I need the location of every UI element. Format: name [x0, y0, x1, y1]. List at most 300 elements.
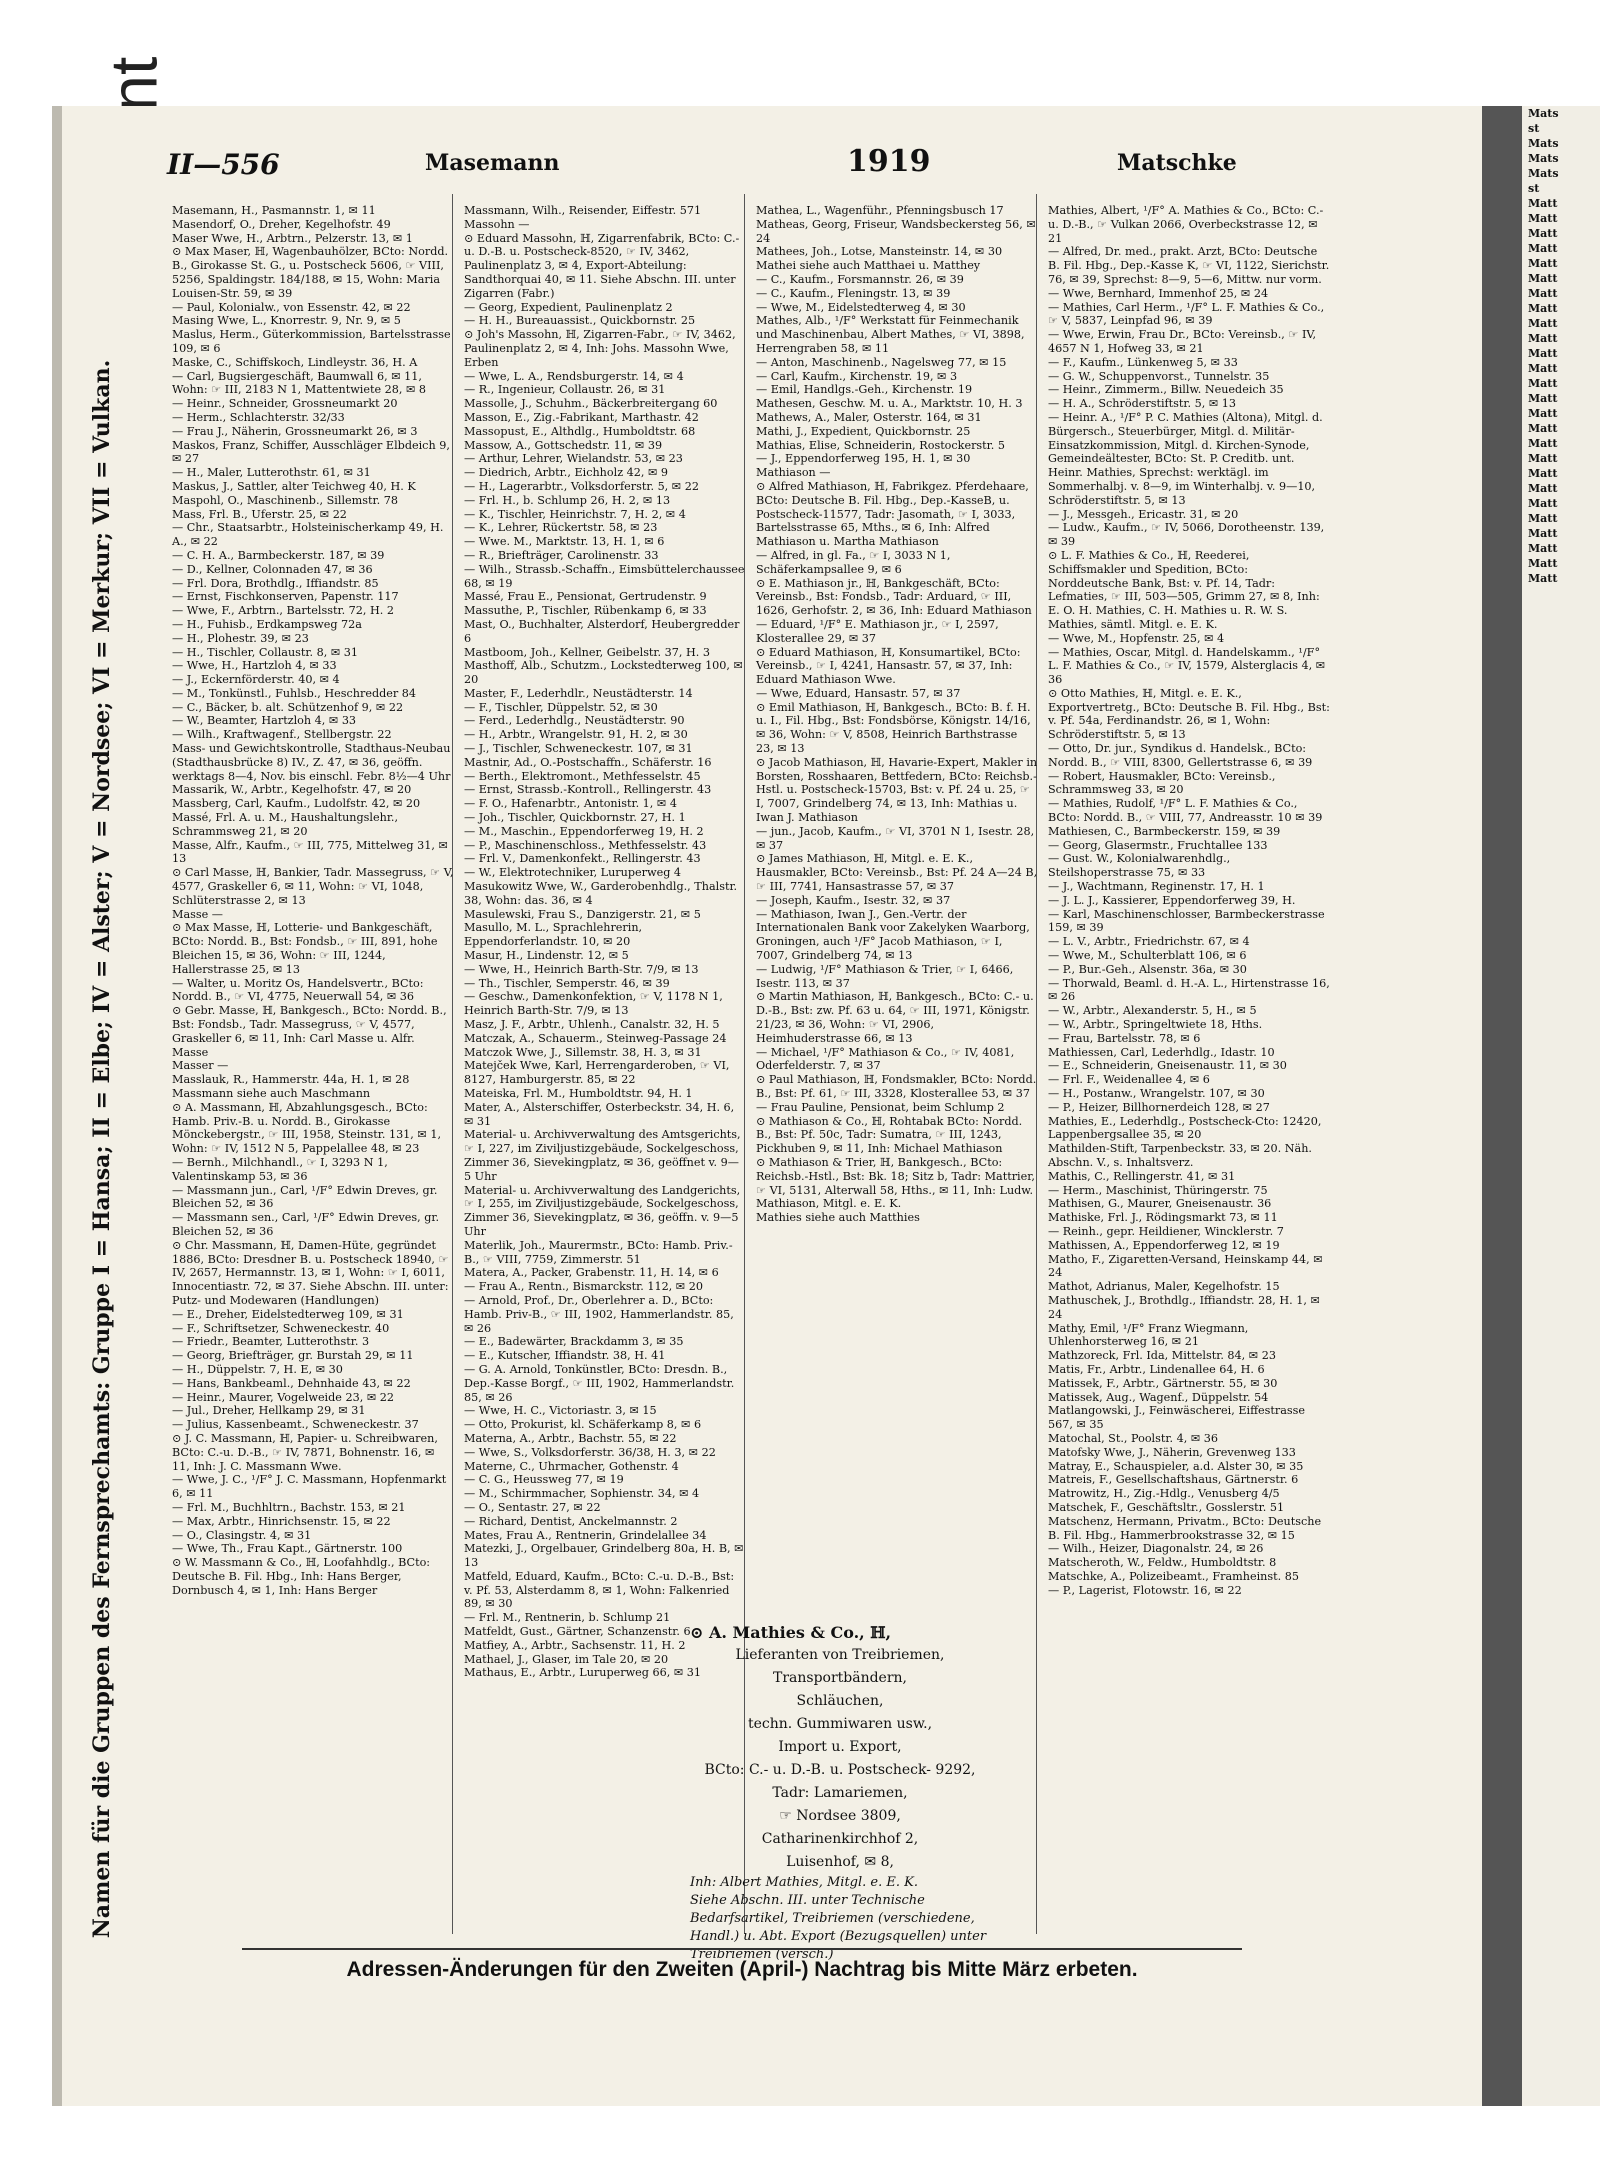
directory-entry: Mathi, J., Expedient, Quickbornstr. 25 — [756, 424, 971, 438]
directory-entry: ⊙ Joh's Massohn, ℍ, Zigarren-Fabr., ☞ IV, 3462, Paulinenplatz 2, ✉ 4, Inh: Johs. Massohn Wwe, Erben — [464, 328, 736, 369]
directory-entry: Maspohl, O., Maschinenb., Sillemstr. 78 — [172, 493, 398, 507]
directory-entry: — Ludwig, ¹/F° Mathiason & Trier, ☞ I, 6466, Isestr. 113, ✉ 37 — [756, 962, 1014, 990]
directory-entry: — H. H., Bureauassist., Quickbornstr. 25 — [464, 314, 696, 328]
directory-entry: — Wwe, S., Volksdorferstr. 36/38, H. 3, ✉ 22 — [464, 1445, 716, 1459]
directory-entry: — Arnold, Prof., Dr., Oberlehrer a. D., BCto: Hamb. Priv-B., ☞ III, 1902, Hammerlandstr. 85, ✉ 26 — [464, 1293, 734, 1335]
directory-entry: Matheas, Georg, Friseur, Wandsbeckersteg 56, ✉ 24 — [756, 217, 1036, 245]
directory-entry: — Chr., Staatsarbtr., Holsteinischerkamp 49, H. A., ✉ 22 — [172, 521, 444, 549]
directory-entry: — W., Arbtr., Springeltwiete 18, Hths. — [1048, 1018, 1263, 1032]
directory-entry: — Mathies, Oscar, Mitgl. d. Handelskamm., ¹/F° L. F. Mathies & Co., ☞ IV, 1579, Alsterglacis 4, ✉ 36 — [1048, 645, 1326, 687]
directory-entry: Massmann siehe auch Maschmann — [172, 1087, 371, 1100]
ad-line: Schläuchen, — [796, 1693, 884, 1709]
directory-entry: — L. V., Arbtr., Friedrichstr. 67, ✉ 4 — [1048, 935, 1250, 949]
directory-entry: Matt — [1528, 542, 1558, 555]
directory-entry: — H., Postanw., Wrangelstr. 107, ✉ 30 — [1048, 1087, 1265, 1100]
directory-entry: Masullo, M. L., Sprachlehrerin, Eppendorferlandstr. 10, ✉ 20 — [464, 921, 643, 949]
directory-entry: — Frl. Dora, Brothdlg., Iffiandstr. 85 — [172, 576, 379, 590]
directory-entry: Mathiason — — [756, 466, 831, 480]
directory-entry: — W., Elektrotechniker, Luruperweg 4 — [464, 866, 682, 880]
directory-entry: — C., Bäcker, b. alt. Schützenhof 9, ✉ 22 — [172, 700, 404, 714]
directory-entry: — Ferd., Lederhdlg., Neustädterstr. 90 — [464, 714, 685, 728]
directory-entry: — Th., Tischler, Semperstr. 46, ✉ 39 — [464, 976, 670, 990]
directory-entry: Mathies, E., Lederhdlg., Postscheck-Cto: 12420, Lappenbergsallee 35, ✉ 20 — [1048, 1114, 1322, 1142]
first-word: Masemann — [425, 150, 560, 176]
directory-entry: — Richard, Dentist, Anckelmannstr. 2 — [464, 1514, 678, 1528]
directory-entry: Mathiesen, C., Barmbeckerstr. 159, ✉ 39 — [1048, 824, 1281, 838]
ad-note: Siehe Abschn. III. unter Technische Bedarfsartikel, Treibriemen (verschiedene, Handl.) u. Abt. Export (Bezugsquellen) unter Treibriemen (versch.) — [690, 1893, 987, 1962]
directory-entry: ⊙ Mathiason & Co., ℍ, Rohtabak BCto: Nordd. B., Bst: Pf. 50c, Tadr: Sumatra, ☞ III, 1243, Pickhuben 9, ✉ 11, Inh: Michael Mathiason — [756, 1114, 1023, 1156]
directory-entry: — J., Eckernförderstr. 40, ✉ 4 — [172, 673, 340, 687]
directory-entry: — Wwe, H., Hartzloh 4, ✉ 33 — [172, 659, 337, 673]
directory-entry: Matofsky Wwe, J., Näherin, Grevenweg 133 — [1048, 1445, 1296, 1459]
ad-line: Luisenhof, ✉ 8, — [786, 1854, 894, 1870]
directory-entry: Material- u. Archivverwaltung des Amtsgerichts, ☞ I, 227, im Ziviljustizgebäude, Sockelgeschoss, Zimmer 36, Sievekingplatz, ✉ 36, geöffnet v. 9—5 Uhr — [464, 1128, 741, 1183]
directory-entry: — Frau A., Rentn., Bismarckstr. 112, ✉ 20 — [464, 1280, 703, 1294]
directory-entry: — Wwe, Th., Frau Kapt., Gärtnerstr. 100 — [172, 1542, 403, 1556]
directory-entry: — F., Schriftsetzer, Schweneckestr. 40 — [172, 1321, 390, 1335]
directory-entry: — R., Ingenieur, Collaustr. 26, ✉ 31 — [464, 383, 666, 397]
directory-entry: — Ludw., Kaufm., ☞ IV, 5066, Dorotheenstr. 139, ✉ 39 — [1048, 521, 1325, 549]
column-3 — [756, 204, 1038, 1225]
ad-line: ☞ Nordsee 3809, — [779, 1808, 901, 1824]
directory-entry: — Gust. W., Kolonialwarenhdlg., Steilshoperstrasse 75, ✉ 33 — [1048, 852, 1231, 880]
directory-entry: Mathis, C., Rellingerstr. 41, ✉ 31 — [1048, 1169, 1236, 1183]
directory-entry: ⊙ Martin Mathiason, ℍ, Bankgesch., BCto: C.- u. D.-B., Bst: zw. Pf. 63 u. 64, ☞ III, 1971, Königstr. 21/23, ✉ 36, Wohn: ☞ VI, 2906, Heimhuderstrasse 66, ✉ 13 — [756, 990, 1034, 1045]
directory-entry: Mathael, J., Glaser, im Tale 20, ✉ 20 — [464, 1652, 669, 1666]
ad-owner: Inh: Albert Mathies, Mitgl. e. E. K. — [690, 1875, 918, 1890]
directory-entry: — F., Kaufm., Lünkenweg 5, ✉ 33 — [1048, 355, 1238, 369]
directory-entry: Mathews, A., Maler, Osterstr. 164, ✉ 31 — [756, 410, 982, 424]
directory-entry: — E., Badewärter, Brackdamm 3, ✉ 35 — [464, 1335, 684, 1349]
directory-entry: — Wwe, F., Arbtrn., Bartelsstr. 72, H. 2 — [172, 604, 395, 618]
directory-entry: — H., Lagerarbtr., Volksdorferstr. 5, ✉ 22 — [464, 479, 699, 493]
directory-entry: Massolle, J., Schuhm., Bäckerbreitergang 60 — [464, 397, 718, 411]
ad-line: Lieferanten von Treibriemen, — [735, 1647, 945, 1663]
directory-entry: Matt — [1528, 572, 1558, 585]
directory-entry: — Walter, u. Moritz Os, Handelsvertr., BCto: Nordd. B., ☞ VI, 4775, Neuerwall 54, ✉ 36 — [172, 976, 424, 1004]
directory-entry: Matejček Wwe, Karl, Herrengarderoben, ☞ VI, 8127, Hamburgerstr. 85, ✉ 22 — [464, 1059, 730, 1087]
directory-entry: — Wwe, Eduard, Hansastr. 57, ✉ 37 — [756, 686, 961, 700]
directory-entry: — G. A. Arnold, Tonkünstler, BCto: Dresdn. B., Dep.-Kasse Borgf., ☞ III, 1902, Hammerlandstr. 85, ✉ 26 — [464, 1362, 735, 1404]
directory-entry: Massberg, Carl, Kaufm., Ludolfstr. 42, ✉ 20 — [172, 797, 421, 811]
directory-entry: Massohn — — [464, 217, 530, 231]
directory-entry: Matissek, Aug., Wagenf., Düppelstr. 54 — [1048, 1390, 1269, 1404]
directory-entry: — Wilh., Strassb.-Schaffn., Eimsbüttelerchaussee 68, ✉ 19 — [464, 562, 745, 590]
column-1 — [172, 204, 454, 1597]
directory-entry: — W., Arbtr., Alexanderstr. 5, H., ✉ 5 — [1048, 1004, 1257, 1018]
directory-entry: — Mathies, Rudolf, ¹/F° L. F. Mathies & Co., BCto: Nordd. B., ☞ VIII, 77, Andreasstr. 10 ✉ 39 — [1048, 797, 1323, 825]
directory-entry: Mathy, Emil, ¹/F° Franz Wiegmann, Uhlenhorsterweg 16, ✉ 21 — [1048, 1321, 1249, 1349]
directory-entry: Matscheroth, W., Feldw., Humboldtstr. 8 — [1048, 1556, 1277, 1570]
directory-entry: — Frl. M., Rentnerin, b. Schlump 21 — [464, 1611, 671, 1625]
directory-entry: Matschek, F., Geschäftsltr., Gosslerstr. 51 — [1048, 1500, 1285, 1514]
directory-entry: — J., Messgeh., Ericastr. 31, ✉ 20 — [1048, 507, 1239, 521]
directory-entry: — Herm., Maschinist, Thüringerstr. 75 — [1048, 1183, 1268, 1197]
directory-entry: — Bernh., Milchhandl., ☞ I, 3293 N 1, Valentinskamp 53, ✉ 36 — [172, 1155, 388, 1183]
directory-entry: — Wwe, M., Eidelstedterweg 4, ✉ 30 — [756, 300, 966, 314]
directory-entry: — Ernst, Fischkonserven, Papenstr. 117 — [172, 590, 399, 604]
directory-entry: — Frl. F., Weidenallee 4, ✉ 6 — [1048, 1073, 1210, 1087]
directory-entry: — Max, Arbtr., Hinrichsenstr. 15, ✉ 22 — [172, 1514, 391, 1528]
directory-entry: Matschke, A., Polizeibeamt., Framheinst. 85 — [1048, 1569, 1299, 1583]
directory-entry: — G. W., Schuppenvorst., Tunnelstr. 35 — [1048, 369, 1270, 383]
directory-entry: — Herm., Schlachterstr. 32/33 — [172, 410, 345, 424]
directory-entry: Matt — [1528, 437, 1558, 450]
ad-lines — [690, 1644, 990, 1874]
directory-entry: — Reinh., gepr. Heildiener, Wincklerstr. 7 — [1048, 1224, 1284, 1238]
directory-entry: Maslus, Herm., Güterkommission, Bartelsstrasse 109, ✉ 6 — [172, 328, 451, 355]
directory-entry: Mathesen, Geschw. M. u. A., Marktstr. 10, H. 3 — [756, 397, 1023, 411]
directory-entry: Matt — [1528, 407, 1558, 420]
directory-entry: Materlik, Joh., Maurermstr., BCto: Hamb. Priv.-B., ☞ VIII, 7759, Zimmerstr. 51 — [464, 1238, 733, 1266]
side-note: Namen für die Gruppen des Fernsprechamts: Gruppe I = Hansa; II = Elbe; IV = Alster; V = Nordsee; VI = Merkur; VII = Vulkan. — [89, 359, 115, 1939]
directory-entry: — Frl. M., Buchhltrn., Bachstr. 153, ✉ 21 — [172, 1500, 406, 1514]
directory-entry: Matezki, J., Orgelbauer, Grindelberg 80a, H. B, ✉ 13 — [464, 1542, 744, 1570]
directory-entry: — K., Tischler, Heinrichstr. 7, H. 2, ✉ 4 — [464, 507, 686, 521]
directory-entry: Materna, A., Arbtr., Bachstr. 55, ✉ 22 — [464, 1431, 677, 1445]
directory-entry: — H., Düppelstr. 7, H. E, ✉ 30 — [172, 1362, 343, 1376]
directory-entry: Masing Wwe, L., Knorrestr. 9, Nr. 9, ✉ 5 — [172, 314, 401, 328]
directory-entry: ⊙ E. Mathiason jr., ℍ, Bankgeschäft, BCto: Vereinsb., Bst: Fondsb., Tadr: Arduard, ☞ III, 1626, Gerhofstr. 2, ✉ 36, Inh: Eduard Mathiason — [756, 576, 1032, 618]
directory-entry: Mathies siehe auch Matthies — [756, 1211, 920, 1225]
directory-entry: Matt — [1528, 227, 1558, 240]
directory-entry: Masukowitz Wwe, W., Garderobenhdlg., Thalstr. 38, Wohn: das. 36, ✉ 4 — [464, 880, 738, 907]
directory-entry: — P., Maschinenschloss., Methfesselstr. 43 — [464, 838, 707, 852]
directory-entry: — Hans, Bankbeaml., Dehnhaide 43, ✉ 22 — [172, 1376, 411, 1390]
directory-entry: ⊙ Gebr. Masse, ℍ, Bankgesch., BCto: Nordd. B., Bst: Fondsb., Tadr. Massegruss, ☞ V, 4577, Graskeller 6, ✉ 11, Inh: Carl Masse u. Alfr. Masse — [172, 1004, 447, 1059]
directory-entry: Maske, C., Schiffskoch, Lindleystr. 36, H. A — [172, 355, 418, 369]
directory-entry: Matt — [1528, 512, 1558, 525]
advertisement — [690, 1621, 990, 1964]
directory-entry: Matfeldt, Gust., Gärtner, Schanzenstr. 6 — [464, 1625, 691, 1639]
directory-entry: Matis, Fr., Arbtr., Lindenallee 64, H. 6 — [1048, 1362, 1265, 1376]
directory-entry: Matissek, F., Arbtr., Gärtnerstr. 55, ✉ 30 — [1048, 1376, 1278, 1390]
directory-entry: ⊙ Alfred Mathiason, ℍ, Fabrikgez. Pferdehaare, BCto: Deutsche B. Fil. Hbg., Dep.-KasseB, u. Postscheck-11577, Tadr: Jasomath, ☞ I, 3033, Bartelsstrasse 65, Mths., ✉ 6, Inh: Alfred Mathiason u. Martha Mathiason — [756, 479, 1029, 549]
directory-entry: Master, F., Lederhdlr., Neustädterstr. 14 — [464, 686, 693, 700]
directory-entry: — Alfred, Dr. med., prakt. Arzt, BCto: Deutsche B. Fil. Hbg., Dep.-Kasse K, ☞ VI, 1122, Sierichstr. 76, ✉ 39, Sprechst: 8—9, 5—6, Mittw. nur vorm. — [1048, 245, 1330, 286]
directory-entry: — Thorwald, Beaml. d. H.-A. L., Hirtenstrasse 16, ✉ 26 — [1048, 976, 1330, 1004]
directory-entry: Mathilden-Stift, Tarpenbeckstr. 33, ✉ 20. Näh. Abschn. V., s. Inhaltsverz. — [1048, 1142, 1312, 1169]
directory-entry: — H., Maler, Lutterothstr. 61, ✉ 31 — [172, 466, 371, 480]
directory-entry: ⊙ L. F. Mathies & Co., ℍ, Reederei, Schiffsmakler und Spedition, BCto: Norddeutsche Bank, Bst: v. Pf. 14, Tadr: Lefmaties, ☞ III, 503—505, Grimm 27, ✉ 8, Inh: E. O. H. Mathies, C. H. Mathies u. R. W. S. Mathies, sämtl. Mitgl. e. E. K. — [1048, 548, 1320, 631]
directory-entry: — Geschw., Damenkonfektion, ☞ V, 1178 N 1, Heinrich Barth-Str. 7/9, ✉ 13 — [464, 990, 723, 1018]
directory-entry: — Massmann sen., Carl, ¹/F° Edwin Dreves, gr. Bleichen 52, ✉ 36 — [172, 1211, 440, 1238]
directory-entry: Matt — [1528, 197, 1558, 210]
directory-entry: Matfiey, A., Arbtr., Sachsenstr. 11, H. 2 — [464, 1638, 686, 1652]
page-header — [157, 144, 1412, 184]
directory-entry: — Julius, Kassenbeamt., Schweneckestr. 37 — [172, 1418, 419, 1432]
directory-entry: Material- u. Archivverwaltung des Landgerichts, ☞ I, 255, im Ziviljustizgebäude, Sockelgeschoss, Zimmer 36, Sievekingplatz, ✉ 36, geöffn. v. 9—5 Uhr — [464, 1183, 741, 1238]
directory-entry: ⊙ Max Maser, ℍ, Wagenbauhölzer, BCto: Nordd. B., Girokasse St. G., u. Postscheck 5606, ☞ VIII, 5256, Spaldingstr. 184/188, ✉ 15, Wohn: Maria Louisen-Str. 59, ✉ 39 — [172, 245, 449, 300]
year: 1919 — [847, 144, 931, 179]
directory-entry: Mast, O., Buchhalter, Alsterdorf, Heubergredder 6 — [464, 617, 740, 645]
directory-entry: Massé, Frau E., Pensionat, Gertrudenstr. 9 — [464, 590, 707, 604]
directory-entry: Matfeld, Eduard, Kaufm., BCto: C.-u. D.-B., Bst: v. Pf. 53, Alsterdamm 8, ✉ 1, Wohn: Falkenried 89, ✉ 30 — [464, 1569, 735, 1611]
directory-entry: — Wwe, L. A., Rendsburgerstr. 14, ✉ 4 — [464, 369, 684, 383]
directory-entry: Massmann, Wilh., Reisender, Eiffestr. 571 — [464, 204, 702, 217]
directory-entry: Masse — — [172, 907, 223, 921]
directory-entry: — F. O., Hafenarbtr., Antonistr. 1, ✉ 4 — [464, 797, 677, 811]
directory-entry: Matt — [1528, 557, 1558, 570]
directory-entry: — Joseph, Kaufm., Isestr. 32, ✉ 37 — [756, 893, 951, 907]
directory-entry: Matt — [1528, 422, 1558, 435]
directory-entry: ⊙ Chr. Massmann, ℍ, Damen-Hüte, gegründet 1886, BCto: Dresdner B. u. Postscheck 18940, ☞ IV, 2657, Hermannstr. 13, ✉ 1, Wohn: ☞ I, 6011, Innocentiastr. 72, ✉ 37. Siehe Abschn. III. unter: Putz- und Modewaren (Handlungen) — [172, 1238, 449, 1307]
directory-entry: — Heinr., Maurer, Vogelweide 23, ✉ 22 — [172, 1390, 394, 1404]
directory-entry: — P., Lagerist, Flotowstr. 16, ✉ 22 — [1048, 1583, 1242, 1597]
ad-line: Transportbändern, — [772, 1670, 908, 1686]
directory-entry: Matt — [1528, 467, 1558, 480]
directory-page — [52, 106, 1492, 2106]
directory-entry: Mastnir, Ad., O.-Postschaffn., Schäferstr. 16 — [464, 755, 712, 769]
directory-entry: Mathaus, E., Arbtr., Luruperweg 66, ✉ 31 — [464, 1666, 702, 1680]
directory-entry: — Wwe, H., Heinrich Barth-Str. 7/9, ✉ 13 — [464, 962, 699, 976]
directory-entry: — W., Beamter, Hartzloh 4, ✉ 33 — [172, 714, 357, 728]
directory-entry: — Frl. V., Damenkonfekt., Rellingerstr. 43 — [464, 852, 701, 866]
directory-entry: — Heinr. A., ¹/F° P. C. Mathies (Altona), Mitgl. d. Bürgersch., Steuerbürger, Mitgl. d. Militär-Einsatzkommission, Mitgl. d. Kirchen-Synode, Gemeindeältester, BCto: St. P. Creditb. unt. Heinr. Mathies, Sprechst: werktägl. im Sommerhalbj. v. 8—9, im Winterhalbj. v. 9—10, Schröderstiftstr. 5, ✉ 13 — [1048, 410, 1323, 507]
directory-entry: — Georg, Expedient, Paulinenplatz 2 — [464, 300, 673, 314]
directory-entry: Mats — [1528, 137, 1559, 150]
directory-entry: Masser — — [172, 1059, 229, 1073]
directory-entry: Matt — [1528, 242, 1558, 255]
directory-entry: Matho, F., Zigaretten-Versand, Heinskamp 44, ✉ 24 — [1048, 1252, 1323, 1280]
directory-entry: st — [1528, 182, 1540, 195]
directory-entry: st — [1528, 122, 1540, 135]
directory-entry: ⊙ Max Masse, ℍ, Lotterie- und Bankgeschäft, BCto: Nordd. B., Bst: Fondsb., ☞ III, 891, hohe Bleichen 15, ✉ 36, Wohn: ☞ III, 1244, Hallerstrasse 25, ✉ 13 — [172, 921, 438, 976]
directory-entry: — Georg, Briefträger, gr. Burstah 29, ✉ 11 — [172, 1349, 414, 1363]
directory-entry: — Friedr., Beamter, Lutterothstr. 3 — [172, 1335, 370, 1349]
directory-entry: Matschenz, Hermann, Privatm., BCto: Deutsche B. Fil. Hbg., Hammerbrookstrasse 32, ✉ 15 — [1048, 1514, 1322, 1542]
directory-entry: — Michael, ¹/F° Mathiason & Co., ☞ IV, 4081, Oderfelderstr. 7, ✉ 37 — [756, 1045, 1015, 1073]
directory-entry: Mathea, L., Wagenführ., Pfenningsbusch 17 — [756, 204, 1004, 217]
directory-entry: Masemann, H., Pasmannstr. 1, ✉ 11 — [172, 204, 376, 217]
directory-entry: — Otto, Dr. jur., Syndikus d. Handelsk., BCto: Nordd. B., ☞ VIII, 8300, Gellertstrasse 6, ✉ 39 — [1048, 742, 1313, 769]
directory-entry: — J., Wachtmann, Reginenstr. 17, H. 1 — [1048, 880, 1265, 894]
directory-entry: Mathias, Elise, Schneiderin, Rostockerstr. 5 — [756, 438, 1006, 452]
directory-entry: — Otto, Prokurist, kl. Schäferkamp 8, ✉ 6 — [464, 1418, 702, 1432]
directory-entry: — Massmann jun., Carl, ¹/F° Edwin Dreves, gr. Bleichen 52, ✉ 36 — [172, 1183, 438, 1211]
directory-entry: Mathes, Alb., ¹/F° Werkstatt für Feinmechanik und Maschinenbau, Albert Mathes, ☞ VI, 3898, Herrengraben 58, ✉ 11 — [756, 314, 1025, 355]
directory-entry: — H., Plohestr. 39, ✉ 23 — [172, 631, 309, 645]
directory-entry: — C. H. A., Barmbeckerstr. 187, ✉ 39 — [172, 548, 385, 562]
directory-entry: Massow, A., Gottschedstr. 11, ✉ 39 — [464, 438, 663, 452]
directory-entry: — jun., Jacob, Kaufm., ☞ VI, 3701 N 1, Isestr. 28, ✉ 37 — [756, 824, 1035, 852]
directory-entry: — Wwe, J. C., ¹/F° J. C. Massmann, Hopfenmarkt 6, ✉ 11 — [172, 1473, 447, 1501]
directory-entry: Mats — [1528, 107, 1559, 120]
directory-entry: — C., Kaufm., Fleningstr. 13, ✉ 39 — [756, 286, 951, 300]
directory-entry: Maser Wwe, H., Arbtrn., Pelzerstr. 13, ✉ 1 — [172, 231, 413, 245]
directory-entry: Massé, Frl. A. u. M., Haushaltungslehr., Schrammsweg 21, ✉ 20 — [172, 811, 399, 838]
directory-entry: — Wwe, M., Hopfenstr. 25, ✉ 4 — [1048, 631, 1225, 645]
directory-entry: — E., Schneiderin, Gneisenaustr. 11, ✉ 30 — [1048, 1059, 1287, 1073]
directory-entry: Mass, Frl. B., Uferstr. 25, ✉ 22 — [172, 507, 347, 521]
directory-entry: — P., Bur.-Geh., Alsenstr. 36a, ✉ 30 — [1048, 962, 1247, 976]
directory-entry: ⊙ Emil Mathiason, ℍ, Bankgesch., BCto: B. f. H. u. I., Fil. Hbg., Bst: Fondsbörse, Königstr. 14/16, ✉ 36, Wohn: ☞ V, 8508, Heinrich Barthstrasse 23, ✉ 13 — [756, 700, 1031, 756]
directory-entry: Matreis, F., Gesellschaftshaus, Gärtnerstr. 6 — [1048, 1473, 1299, 1487]
directory-entry: Mathiessen, Carl, Lederhdlg., Idastr. 10 — [1048, 1045, 1275, 1059]
directory-entry: ⊙ Otto Mathies, ℍ, Mitgl. e. E. K., Exportvertretg., BCto: Deutsche B. Fil. Hbg., Bst: v. Pf. 54a, Ferdinandstr. 26, ✉ 1, Wohn: Schröderstiftstr. 5, ✉ 13 — [1048, 686, 1330, 742]
directory-entry: Masslauk, R., Hammerstr. 44a, H. 1, ✉ 28 — [172, 1073, 410, 1087]
directory-entry: — Jul., Dreher, Hellkamp 29, ✉ 31 — [172, 1404, 366, 1418]
directory-entry: ⊙ Carl Masse, ℍ, Bankier, Tadr. Massegruss, ☞ V, 4577, Graskeller 6, ✉ 11, Wohn: ☞ VI, 1048, Schlüterstrasse 2, ✉ 13 — [172, 866, 454, 907]
last-word: Matschke — [1117, 150, 1237, 176]
directory-entry: Matt — [1528, 482, 1558, 495]
directory-entry: Mathees, Joh., Lotse, Mansteinstr. 14, ✉ 30 — [756, 245, 1003, 259]
directory-entry: Mastboom, Joh., Kellner, Geibelstr. 37, H. 3 — [464, 645, 710, 659]
directory-entry: — O., Sentastr. 27, ✉ 22 — [464, 1500, 601, 1514]
directory-entry: — Heinr., Schneider, Grossneumarkt 20 — [172, 397, 398, 411]
directory-entry: — Emil, Handlgs.-Geh., Kirchenstr. 19 — [756, 383, 973, 397]
facing-page — [1522, 106, 1600, 2106]
ad-firm: ⊙ A. Mathies & Co., ℍ, — [690, 1623, 892, 1642]
directory-entry: Matray, E., Schauspieler, a.d. Alster 30, ✉ 35 — [1048, 1459, 1304, 1473]
directory-entry: Matt — [1528, 287, 1558, 300]
directory-entry: Matt — [1528, 317, 1558, 330]
directory-entry: Matochal, St., Poolstr. 4, ✉ 36 — [1048, 1431, 1219, 1445]
directory-entry: — Joh., Tischler, Quickbornstr. 27, H. 1 — [464, 811, 686, 825]
directory-entry: Matt — [1528, 527, 1558, 540]
directory-entry: Matt — [1528, 272, 1558, 285]
directory-entry: — M., Schirmmacher, Sophienstr. 34, ✉ 4 — [464, 1487, 700, 1501]
column-4 — [1048, 204, 1330, 1597]
directory-entry: — Mathies, Carl Herm., ¹/F° L. F. Mathies & Co., ☞ V, 5837, Leinpfad 96, ✉ 39 — [1048, 300, 1325, 328]
directory-entry: ⊙ A. Massmann, ℍ, Abzahlungsgesch., BCto: Hamb. Priv.-B. u. Nordd. B., Girokasse Mönckebergstr., ☞ III, 1958, Steinstr. 131, ✉ 1, Wohn: ☞ IV, 1512 N 5, Pappelallee 48, ✉ 23 — [172, 1100, 442, 1156]
directory-entry: — Frau Pauline, Pensionat, beim Schlump 2 — [756, 1100, 1005, 1114]
directory-entry: Mathot, Adrianus, Maler, Kegelhofstr. 15 — [1048, 1280, 1280, 1294]
directory-entry: Masulewski, Frau S., Danzigerstr. 21, ✉ 5 — [464, 907, 701, 921]
directory-entry: — Anton, Maschinenb., Nagelsweg 77, ✉ 15 — [756, 355, 1007, 369]
directory-entry: — Eduard, ¹/F° E. Mathiason jr., ☞ I, 2597, Klosterallee 29, ✉ 37 — [756, 617, 999, 645]
directory-entry: — H. A., Schröderstiftstr. 5, ✉ 13 — [1048, 397, 1237, 411]
directory-entry: Mass- und Gewichtskontrolle, Stadthaus-Neubau (Stadthausbrücke 8) IV., Z. 47, ✉ 36, geöffn. werktags 8—4, Nov. bis einschl. Febr. 8½—4 Uhr — [172, 742, 451, 783]
directory-entry: Matt — [1528, 362, 1558, 375]
directory-entry: — O., Clasingstr. 4, ✉ 31 — [172, 1528, 312, 1542]
directory-entry: Masz, J. F., Arbtr., Uhlenh., Canalstr. 32, H. 5 — [464, 1018, 720, 1032]
directory-entry: — Ernst, Strassb.-Kontroll., Rellingerstr. 43 — [464, 783, 712, 797]
ad-line: Tadr: Lamariemen, — [772, 1785, 908, 1801]
directory-entry: ⊙ Jacob Mathiason, ℍ, Havarie-Expert, Makler in Borsten, Rosshaaren, Bettfedern, BCto: Reichsb.-Hstl. u. Postscheck-15703, Bst: v. Pf. 24 u. 25, ☞ I, 7007, Grindelberg 74, ✉ 13, Inh: Mathias u. Iwan J. Mathiason — [756, 755, 1038, 825]
directory-entry: ⊙ Eduard Mathiason, ℍ, Konsumartikel, BCto: Vereinsb., ☞ I, 4241, Hansastr. 57, ✉ 37, Inh: Eduard Mathiason Wwe. — [756, 645, 1021, 687]
directory-entry: Matt — [1528, 257, 1558, 270]
directory-entry: Matera, A., Packer, Grabenstr. 11, H. 14, ✉ 6 — [464, 1266, 719, 1280]
directory-entry: Matt — [1528, 497, 1558, 510]
directory-entry: Mathies, Albert, ¹/F° A. Mathies & Co., BCto: C.- u. D.-B., ☞ Vulkan 2066, Overbeckstrasse 12, ✉ 21 — [1048, 204, 1324, 245]
directory-entry: Matrowitz, H., Zig.-Hdlg., Venusberg 4/5 — [1048, 1487, 1280, 1501]
directory-entry: — Wwe, Erwin, Frau Dr., BCto: Vereinsb., ☞ IV, 4657 N 1, Hofweg 33, ✉ 21 — [1048, 328, 1317, 355]
directory-entry: Mats — [1528, 152, 1559, 165]
directory-entry: Mathuschek, J., Brothdlg., Iffiandstr. 28, H. 1, ✉ 24 — [1048, 1293, 1320, 1321]
directory-entry: Masur, H., Lindenstr. 12, ✉ 5 — [464, 949, 629, 963]
footer-notice: Adressen-Änderungen für den Zweiten (April-) Nachtrag bis Mitte März erbeten. — [242, 1948, 1242, 1982]
directory-entry: — E., Dreher, Eidelstedterweg 109, ✉ 31 — [172, 1307, 404, 1321]
ad-line: BCto: C.- u. D.-B. u. Postscheck- 9292, — [704, 1762, 976, 1778]
directory-entry: — Carl, Kaufm., Kirchenstr. 19, ✉ 3 — [756, 369, 958, 383]
directory-entry: Matt — [1528, 302, 1558, 315]
directory-entry: — Mathiason, Iwan J., Gen.-Vertr. der Internationalen Bank voor Zakelyken Waarborg, Groningen, auch ¹/F° Jacob Mathiason, ☞ I, 7007, Grindelberg 74, ✉ 13 — [756, 907, 1030, 963]
directory-entry: — Berth., Elektromont., Methfesselstr. 45 — [464, 769, 701, 783]
directory-entry: — D., Kellner, Colonnaden 47, ✉ 36 — [172, 562, 373, 576]
directory-entry: Mateiska, Frl. M., Humboldtstr. 94, H. 1 — [464, 1087, 693, 1100]
directory-entry: Masse, Alfr., Kaufm., ☞ III, 775, Mittelweg 31, ✉ 13 — [172, 838, 448, 866]
directory-entry: Matczak, A., Schauerm., Steinweg-Passage 24 — [464, 1031, 727, 1045]
directory-entry: Massuthe, P., Tischler, Rübenkamp 6, ✉ 33 — [464, 604, 707, 618]
directory-entry: — Paul, Kolonialw., von Essenstr. 42, ✉ 22 — [172, 300, 411, 314]
directory-entry: — Wwe, Bernhard, Immenhof 25, ✉ 24 — [1048, 286, 1269, 300]
directory-entry: Matt — [1528, 332, 1558, 345]
directory-entry: ⊙ James Mathiason, ℍ, Mitgl. e. E. K., Hausmakler, BCto: Vereinsb., Bst: Pf. 24 A—24 B, ☞ III, 7741, Hansastrasse 57, ✉ 37 — [756, 852, 1038, 894]
directory-entry: — Frau, Bartelsstr. 78, ✉ 6 — [1048, 1031, 1201, 1045]
directory-entry: — Wilh., Heizer, Diagonalstr. 24, ✉ 26 — [1048, 1542, 1264, 1556]
directory-entry: Matt — [1528, 452, 1558, 465]
directory-entry: — M., Maschin., Eppendorferweg 19, H. 2 — [464, 824, 704, 838]
directory-entry: — Wilh., Kraftwagenf., Stellbergstr. 22 — [172, 728, 392, 742]
directory-entry: Mates, Frau A., Rentnerin, Grindelallee 34 — [464, 1528, 707, 1542]
directory-entry: Mathiske, Frl. J., Rödingsmarkt 73, ✉ 11 — [1048, 1211, 1278, 1225]
directory-entry: — Arthur, Lehrer, Wielandstr. 53, ✉ 23 — [464, 452, 683, 466]
ad-line: Import u. Export, — [778, 1739, 902, 1755]
directory-entry: — Frau J., Näherin, Grossneumarkt 26, ✉ 3 — [172, 424, 418, 438]
directory-entry: ⊙ W. Massmann & Co., ℍ, Loofahhdlg., BCto: Deutsche B. Fil. Hbg., Inh: Hans Berger, Dornbusch 4, ✉ 1, Inh: Hans Berger — [172, 1556, 431, 1597]
directory-entry: Masendorf, O., Dreher, Kegelhofstr. 49 — [172, 217, 391, 231]
page-number: II—556 — [167, 148, 280, 181]
directory-entry: — H., Tischler, Collaustr. 8, ✉ 31 — [172, 645, 359, 659]
directory-entry: Mater, A., Alsterschiffer, Osterbeckstr. 34, H. 6, ✉ 31 — [464, 1100, 735, 1128]
ad-line: techn. Gummiwaren usw., — [747, 1716, 933, 1732]
directory-entry: Mats — [1528, 167, 1559, 180]
directory-entry: Matt — [1528, 392, 1558, 405]
column-2 — [464, 204, 746, 1680]
directory-entry: — C. G., Heussweg 77, ✉ 19 — [464, 1473, 624, 1487]
directory-entry: Matczok Wwe, J., Sillemstr. 38, H. 3, ✉ 31 — [464, 1045, 702, 1059]
directory-entry: Matt — [1528, 377, 1558, 390]
directory-entry: — Alfred, in gl. Fa., ☞ I, 3033 N 1, Schäferkampsallee 9, ✉ 6 — [756, 548, 951, 576]
directory-entry: Matlangowski, J., Feinwäscherei, Eiffestrasse 567, ✉ 35 — [1048, 1404, 1306, 1432]
directory-entry: Materne, C., Uhrmacher, Gothenstr. 4 — [464, 1459, 679, 1473]
directory-entry: — Frl. H., b. Schlump 26, H. 2, ✉ 13 — [464, 493, 671, 507]
directory-entry: — Robert, Hausmakler, BCto: Vereinsb., Schrammsweg 33, ✉ 20 — [1048, 769, 1276, 797]
directory-entry: Masthoff, Alb., Schutzm., Lockstedterweg 100, ✉ 20 — [464, 659, 743, 687]
directory-entry: — Wwe, M., Schulterblatt 106, ✉ 6 — [1048, 949, 1247, 963]
directory-entry: — Diedrich, Arbtr., Eichholz 42, ✉ 9 — [464, 466, 669, 480]
directory-entry: — K., Lehrer, Rückertstr. 58, ✉ 23 — [464, 521, 658, 535]
directory-entry: ⊙ Eduard Massohn, ℍ, Zigarrenfabrik, BCto: C.- u. D.-B. u. Postscheck-8520, ☞ IV, 3462, Paulinenplatz 3, ✉ 4, Export-Abteilung: Sandthorquai 40, ✉ 11. Siehe Abschn. III. unter Zigarren (Fabr.) — [464, 231, 740, 300]
book-gutter — [1482, 106, 1522, 2106]
directory-entry: ⊙ Paul Mathiason, ℍ, Fondsmakler, BCto: Nordd. B., Bst: Pf. 61, ☞ III, 3328, Klosterallee 53, ✉ 37 — [756, 1073, 1037, 1100]
directory-entry: — Georg, Glasermstr., Fruchtallee 133 — [1048, 838, 1268, 852]
directory-entry: Mathissen, A., Eppendorferweg 12, ✉ 19 — [1048, 1238, 1280, 1252]
directory-entry: Maskus, J., Sattler, alter Teichweg 40, H. K — [172, 479, 416, 493]
directory-entry: ⊙ J. C. Massmann, ℍ, Papier- u. Schreibwaren, BCto: C.-u. D.-B., ☞ IV, 7871, Bohnenstr. 16, ✉ 11, Inh: J. C. Massmann Wwe. — [172, 1431, 438, 1473]
directory-entry: Masson, E., Zig.-Fabrikant, Marthastr. 42 — [464, 410, 699, 424]
directory-entry: Massarik, W., Arbtr., Kegelhofstr. 47, ✉ 20 — [172, 783, 412, 797]
ad-line: Catharinenkirchhof 2, — [761, 1831, 919, 1847]
directory-entry: — J. L. J., Kassierer, Eppendorferweg 39, H. — [1048, 893, 1296, 907]
directory-entry: Massopust, E., Althdlg., Humboldtstr. 68 — [464, 424, 696, 438]
directory-entry: — Heinr., Zimmerm., Billw. Neuedeich 35 — [1048, 383, 1284, 397]
directory-entry: — J., Eppendorferweg 195, H. 1, ✉ 30 — [756, 452, 971, 466]
directory-entry: — F., Tischler, Düppelstr. 52, ✉ 30 — [464, 700, 658, 714]
directory-entry: Mathzoreck, Frl. Ida, Mittelstr. 84, ✉ 23 — [1048, 1349, 1276, 1363]
directory-entry: ⊙ Mathiason & Trier, ℍ, Bankgesch., BCto: Reichsb.-Hstl., Bst: Bk. 18; Sitz b, Tadr: Mattrier, ☞ VI, 5131, Alterwall 58, Hths., ✉ 11, Inh: Ludw. Mathiason, Mitgl. e. E. K. — [756, 1155, 1035, 1211]
directory-entry: Mathisen, G., Maurer, Gneisenaustr. 36 — [1048, 1197, 1272, 1211]
directory-entry: — P., Heizer, Billhornerdeich 128, ✉ 27 — [1048, 1100, 1270, 1114]
directory-entry: — M., Tonkünstl., Fuhlsb., Heschredder 84 — [172, 686, 417, 700]
directory-entry: Matt — [1528, 212, 1558, 225]
directory-entry: — R., Briefträger, Carolinenstr. 33 — [464, 548, 659, 562]
directory-entry: — Wwe, H. C., Victoriastr. 3, ✉ 15 — [464, 1404, 657, 1418]
directory-entry: — J., Tischler, Schweneckestr. 107, ✉ 31 — [464, 742, 693, 756]
directory-entry: — Karl, Maschinenschlosser, Barmbeckerstrasse 159, ✉ 39 — [1048, 907, 1325, 935]
directory-entry: Mathei siehe auch Matthaei u. Matthey — [756, 259, 981, 273]
